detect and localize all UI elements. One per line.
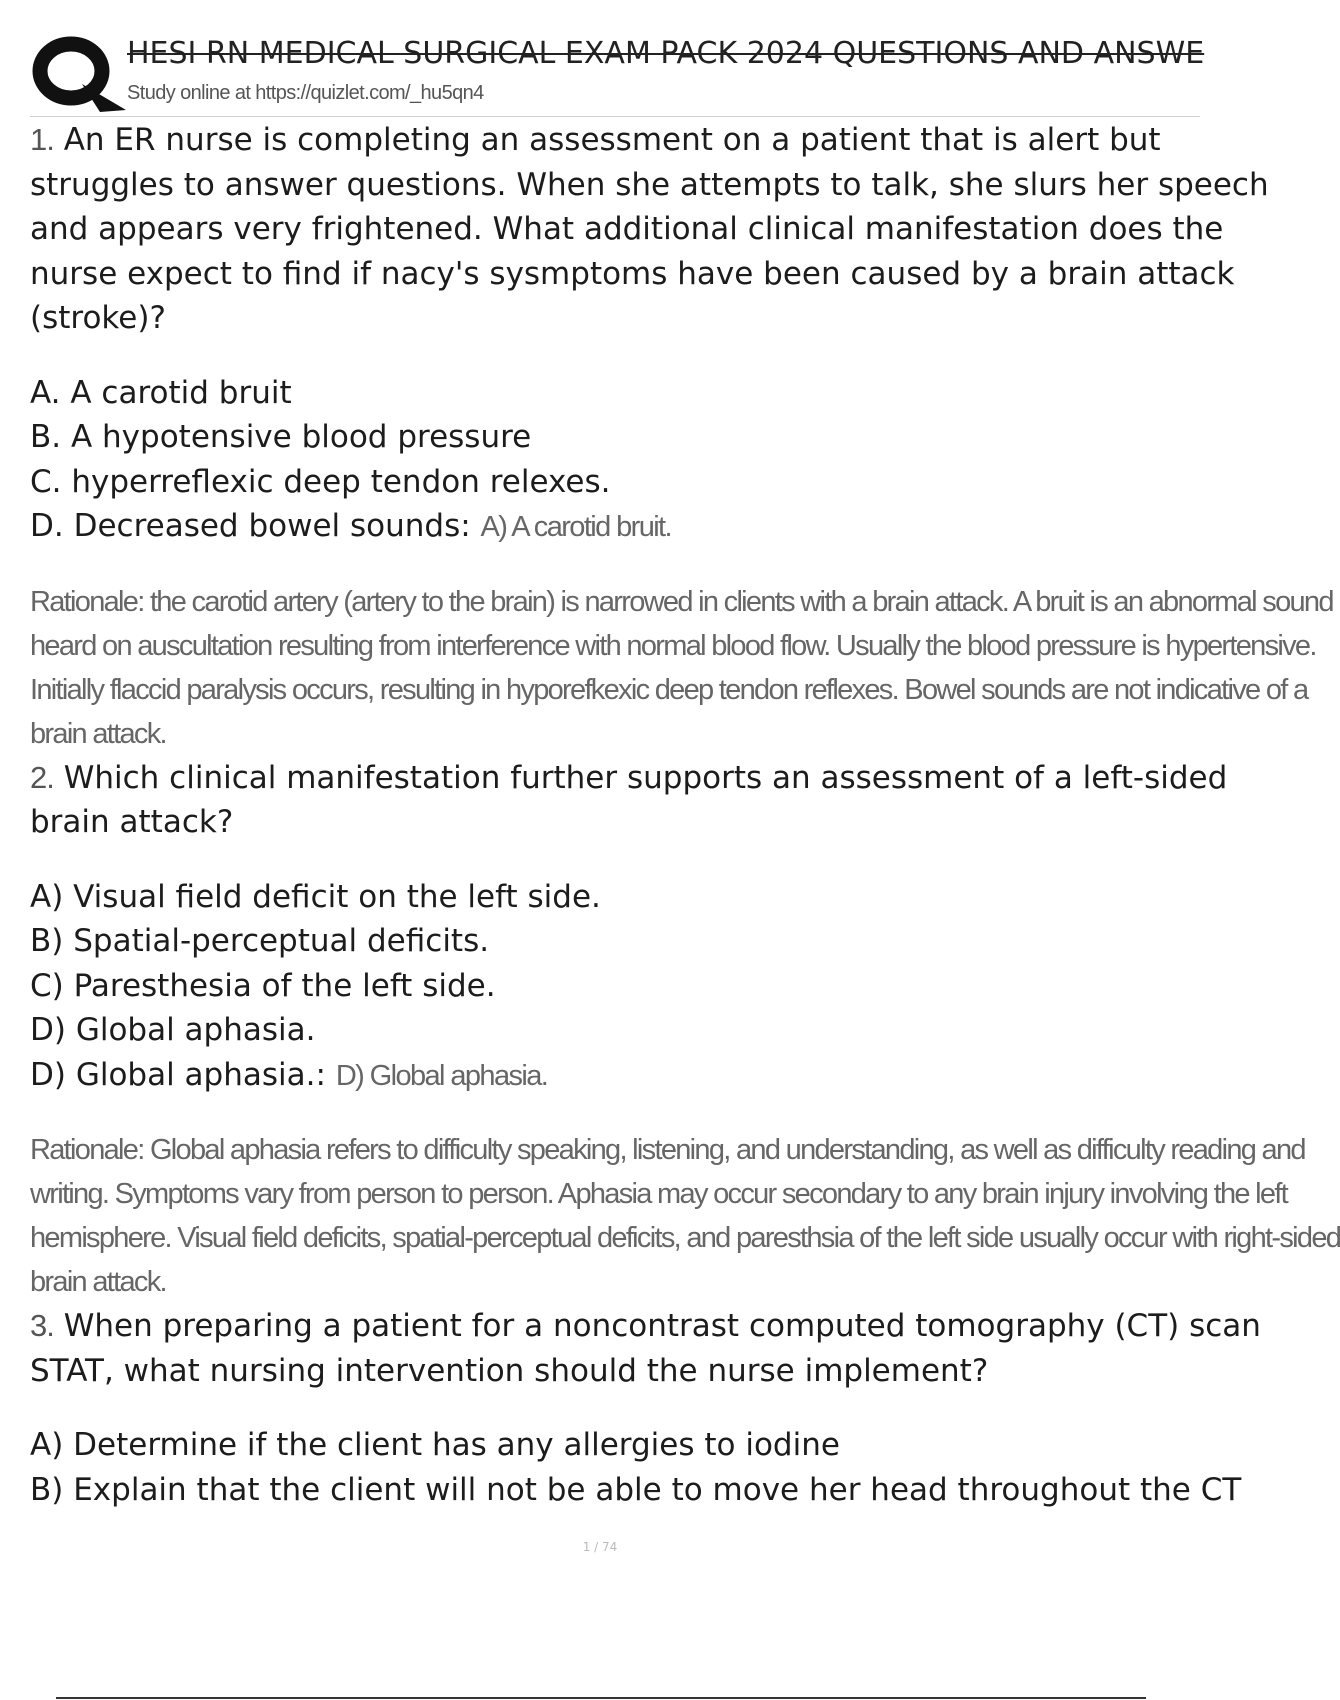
answer-option: B. A hypotensive blood pressure <box>30 419 532 455</box>
answer-option-line <box>30 504 1200 550</box>
rationale-text: hemisphere. Visual field deficits, spatial-perceptual deficits, and paresthsia of the left side usually occur with right-sided <box>30 1222 1340 1254</box>
question-text: brain attack? <box>30 804 234 840</box>
correct-answer: D) Global aphasia. <box>335 1059 548 1092</box>
question-text: When preparing a patient for a noncontrast computed tomography (CT) scan <box>63 1308 1261 1344</box>
answer-option: D. Decreased bowel sounds: <box>30 508 471 544</box>
question-text: (stroke)? <box>30 300 166 336</box>
rationale-text: writing. Symptoms vary from person to person. Aphasia may occur secondary to any brain injury involving the left <box>30 1178 1288 1210</box>
document-body <box>30 118 1340 1512</box>
quizlet-logo-icon <box>30 32 134 114</box>
answer-option: B) Explain that the client will not be able to move her head throughout the CT <box>30 1471 1242 1508</box>
rationale-text: brain attack. <box>30 717 166 750</box>
question-text: and appears very frightened. What additional clinical manifestation does the <box>30 211 1224 247</box>
question-text: An ER nurse is completing an assessment on a patient that is alert but <box>63 122 1161 158</box>
study-online-link[interactable]: Study online at https://quizlet.com/_hu5qn4 <box>127 82 484 104</box>
answer-option: A) Determine if the client has any allergies to iodine <box>30 1427 840 1463</box>
answer-option: C. hyperreflexic deep tendon relexes. <box>30 463 611 500</box>
question-block <box>30 1304 1261 1512</box>
rationale-text: Rationale: Global aphasia refers to difficulty speaking, listening, and understanding, as well as difficulty reading and <box>30 1134 1305 1166</box>
question-line <box>30 756 1228 801</box>
question-text: struggles to answer questions. When she attempts to talk, she slurs her speech <box>30 166 1269 203</box>
rationale-text: Initially flaccid paralysis occurs, resulting in hyporefkexic deep tendon reflexes. Bowel sounds are not indicative of a <box>30 673 1308 706</box>
answer-option: A. A carotid bruit <box>30 374 292 411</box>
rationale-text: brain attack. <box>30 1266 166 1298</box>
answer-option: D) Global aphasia. <box>30 1012 316 1048</box>
document-header <box>30 30 1205 117</box>
question-number: 2. <box>30 759 54 795</box>
answer-option: D) Global aphasia.: <box>30 1056 326 1093</box>
page-number: 1 / 74 <box>582 1540 618 1554</box>
correct-answer: A) A carotid bruit. <box>480 511 671 543</box>
answer-option: A) Visual field deficit on the left side. <box>30 878 601 915</box>
rationale-text: Rationale: the carotid artery (artery to the brain) is narrowed in clients with a brain attack. A bruit is an abnormal sound <box>30 585 1333 618</box>
question-block <box>30 118 1333 756</box>
rationale-text: heard on auscultation resulting from interference with normal blood flow. Usually the blood pressure is hypertensive. <box>30 629 1316 662</box>
question-number: 3. <box>30 1308 54 1343</box>
question-line <box>30 118 1200 163</box>
question-text: Which clinical manifestation further supports an assessment of a left-sided <box>63 759 1228 796</box>
question-block <box>30 756 1340 1305</box>
answer-option: B) Spatial-perceptual deficits. <box>30 923 490 959</box>
question-text: STAT, what nursing intervention should the nurse implement? <box>30 1352 989 1389</box>
answer-option-line <box>30 1053 1200 1099</box>
question-line <box>30 1304 1261 1349</box>
answer-option: C) Paresthesia of the left side. <box>30 967 496 1004</box>
question-number: 1. <box>30 122 54 157</box>
document-title: HESI RN MEDICAL SURGICAL EXAM PACK 2024 QUESTIONS AND ANSWE <box>127 36 1205 71</box>
question-text: nurse expect to find if nacy's sysmptoms have been caused by a brain attack <box>30 255 1235 292</box>
page-bottom-divider <box>56 1697 1146 1699</box>
